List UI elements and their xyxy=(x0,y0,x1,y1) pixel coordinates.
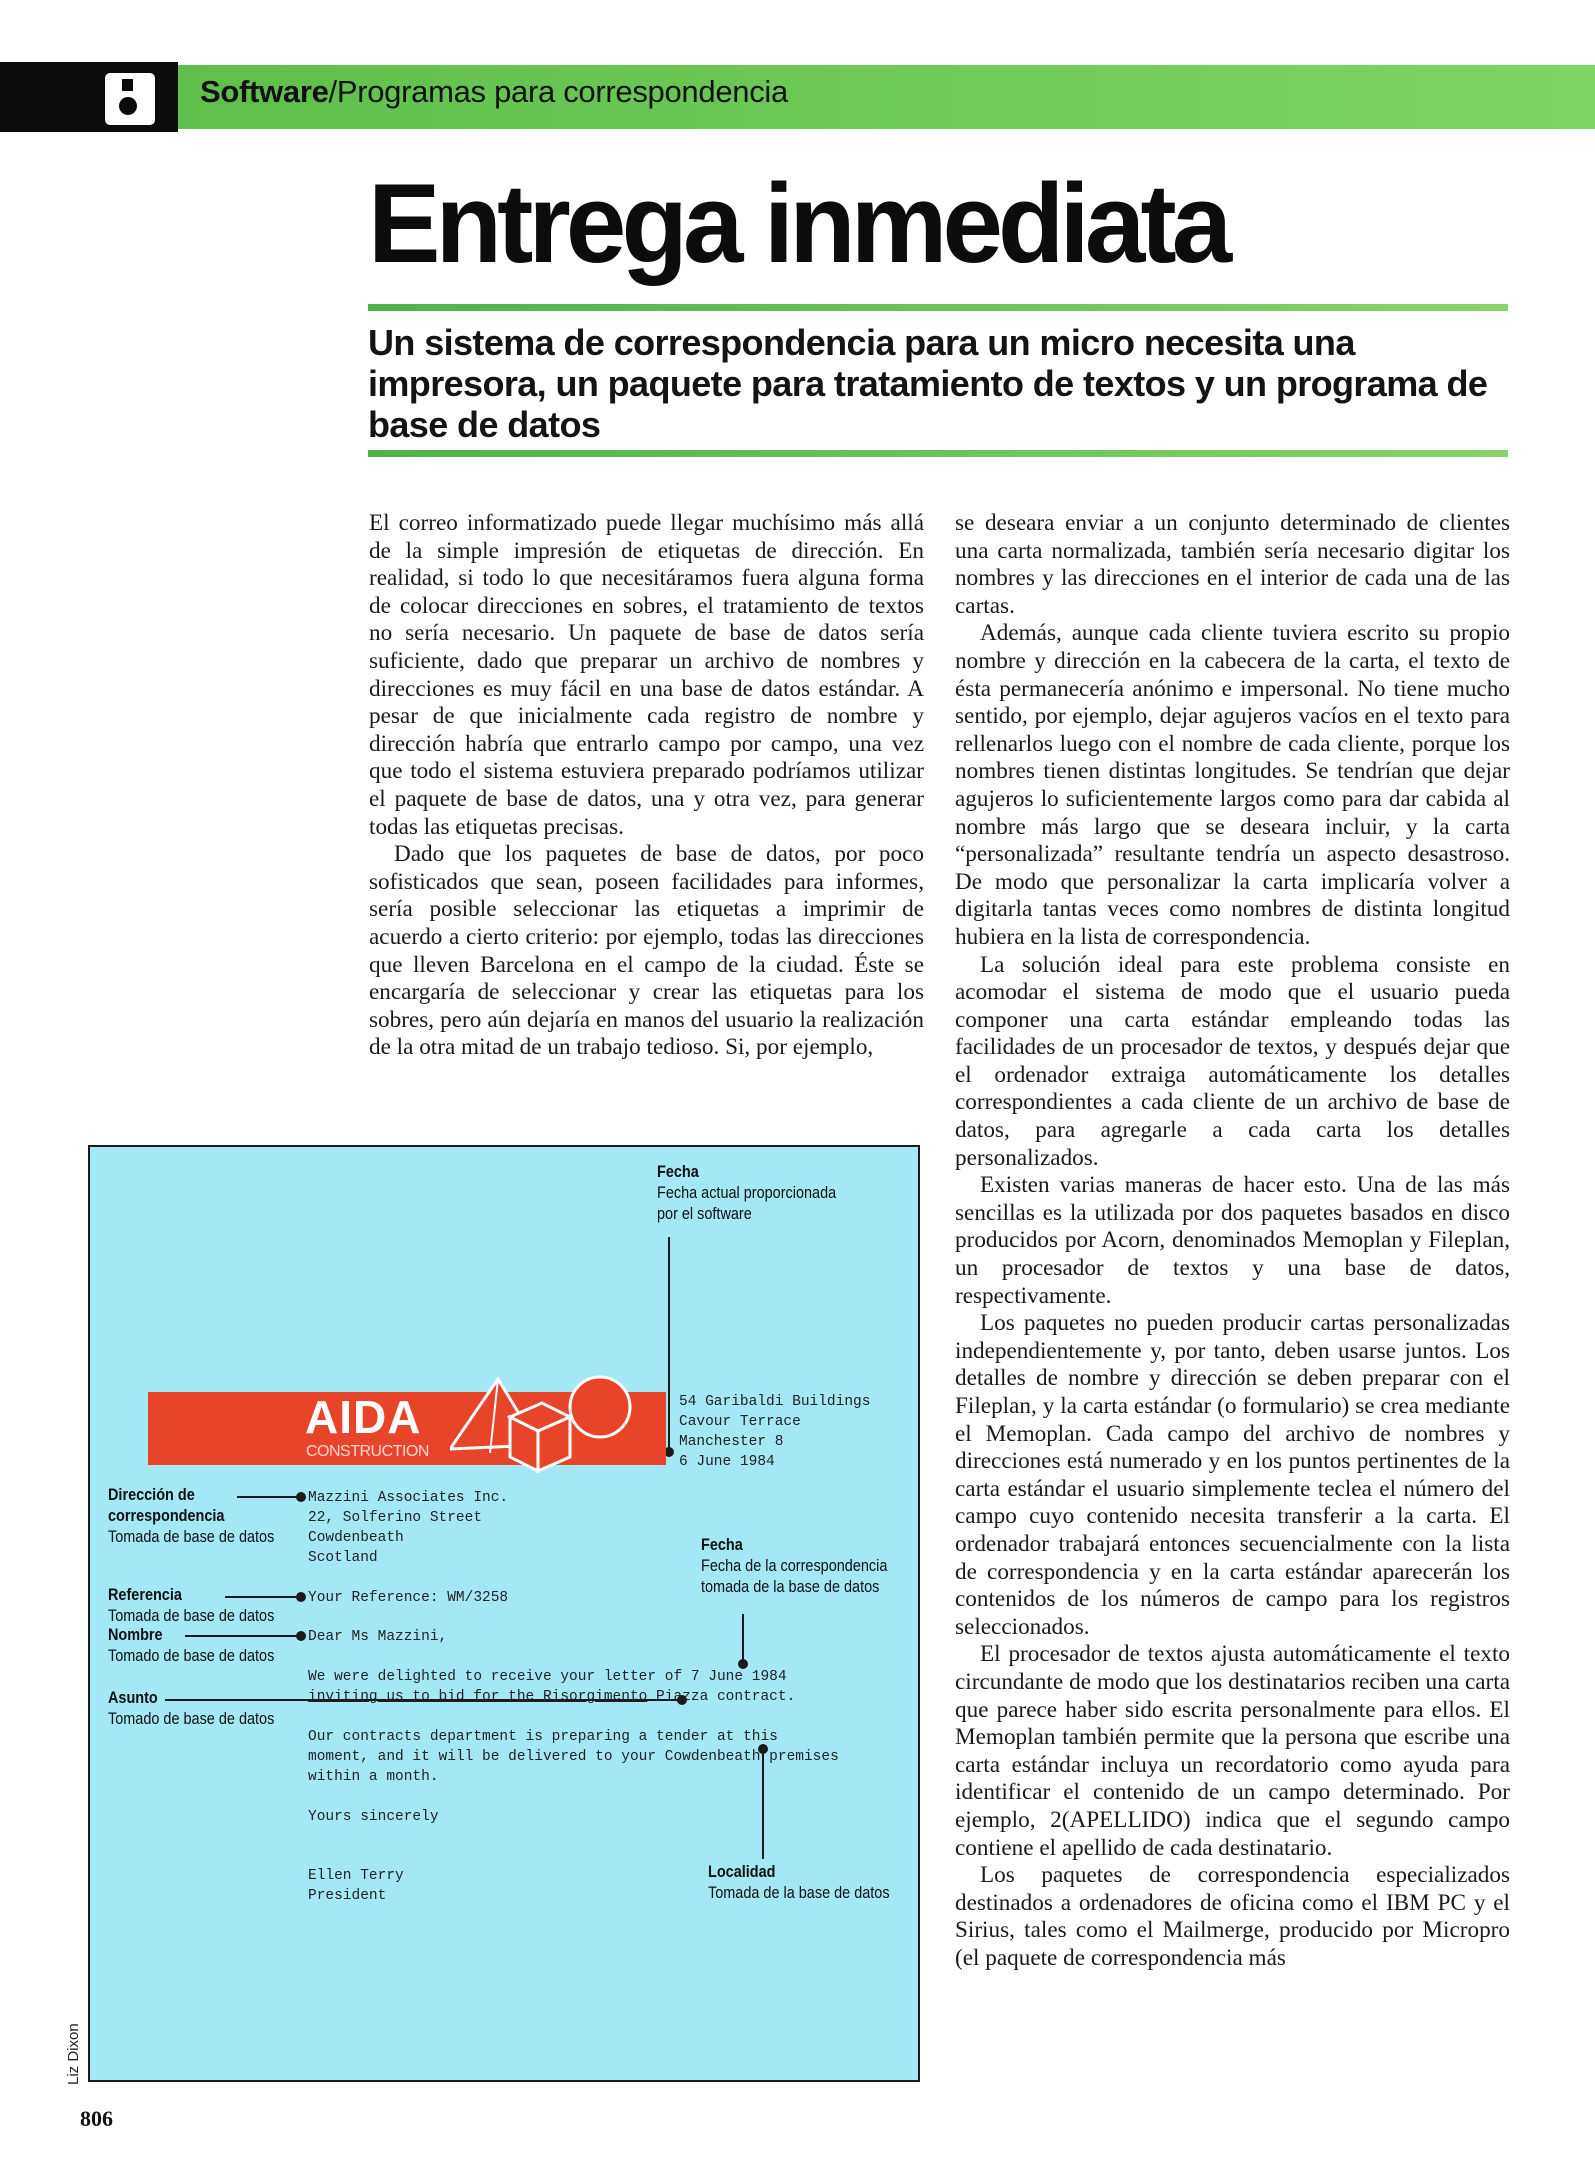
annotation-direccion-title: Dirección de xyxy=(108,1485,195,1504)
subject-underlined: inviting us to bid for the Risorgimento xyxy=(308,1689,648,1705)
salutation-line: Dear Ms Mazzini, xyxy=(308,1629,448,1645)
annotation-fecha-title: Fecha xyxy=(657,1162,699,1181)
annotation-fecha-right-title: Fecha xyxy=(701,1535,743,1554)
annotation-direccion-title: correspondencia xyxy=(108,1506,225,1525)
connector-dot xyxy=(296,1631,306,1641)
paragraph: Los paquetes no pueden producir cartas personalizadas independientemente y, por tanto, deben usarse juntos. Los detalles de nombre y dirección se deben preparar con el Fileplan, y la carta estándar (o formulario) se crea mediante el Memoplan. Cada campo del archivo de nombres y direcciones está numerado y en los puntos pertinentes de la carta estándar el usuario simplemente teclea el número del campo cuyo contenido necesita transferir a la carta. El ordenador trabajará entonces secuencialmente con la lista de correspondencia y en la carta estándar aparecerán los contenidos de los números de campo para los registros seleccionados. xyxy=(955,1310,1510,1640)
sender-address-line: 54 Garibaldi Buildings xyxy=(679,1394,871,1410)
page-number: 806 xyxy=(80,2106,113,2131)
page-title: Entrega inmediata xyxy=(368,161,1228,286)
paragraph: La solución ideal para este problema consiste en acomodar el sistema de modo que el usuario pueda componer una carta estándar empleando todas las facilidades de un procesador de textos, y después dejar que el ordenador extraiga automáticamente los detalles correspondientes a cada cliente de un archivo de base de datos, para agregarle a cada carta los detalles personalizados. xyxy=(955,951,1510,1171)
article-column-2 xyxy=(955,510,1510,1972)
recipient-address-line: Cowdenbeath xyxy=(308,1530,404,1546)
form-letter-figure xyxy=(88,1145,920,2082)
annotation-localidad-sub: Tomada de la base de datos xyxy=(708,1883,890,1902)
annotation-referencia-title: Referencia xyxy=(108,1585,182,1604)
sender-address-line: Manchester 8 xyxy=(679,1434,784,1450)
body-line xyxy=(308,1687,795,1707)
annotation-fecha-right-line: tomada de la base de datos xyxy=(701,1577,880,1596)
connector-nombre xyxy=(185,1635,299,1637)
paragraph: Existen varias maneras de hacer esto. Una de las más sencillas es la utilizada por dos paquetes basados en disco producidos por Acorn, denominados Memoplan y Fileplan, un procesador de textos y una base de datos, respectivamente. xyxy=(955,1172,1510,1309)
annotation-direccion-sub: Tomada de base de datos xyxy=(108,1527,275,1546)
paragraph: se deseara enviar a un conjunto determinado de clientes una carta normalizada, también sería necesario digitar los nombres y las direcciones en el interior de cada una de las cartas. xyxy=(955,510,1510,619)
connector-dot xyxy=(296,1592,306,1602)
recipient-address-line: Mazzini Associates Inc. xyxy=(308,1490,509,1506)
logo-name: AIDA xyxy=(305,1391,422,1443)
annotation-fecha-line: por el software xyxy=(657,1204,752,1223)
connector-dot xyxy=(296,1492,306,1502)
logo-subtitle: CONSTRUCTION xyxy=(306,1443,429,1460)
paragraph: El procesador de textos ajusta automáticamente el texto circundante de modo que los destinatarios reciben una carta que parece haber sido escrita personalmente para ellos. El Memoplan también permite que la persona que escribe una carta estándar incluya un recordatorio como ayuda para identificar el contenido de un campo determinado. Por ejemplo, 2(APELLIDO) indica que el segundo campo contiene el apellido de cada destinatario. xyxy=(955,1641,1510,1861)
body-line: We were delighted to receive your letter of 7 June 1984 xyxy=(308,1669,787,1685)
section-header-bold: Software xyxy=(200,74,329,109)
annotation-fecha-right-line: Fecha de la correspondencia xyxy=(701,1556,888,1575)
floppy-disk-icon xyxy=(105,73,155,125)
annotation-asunto-sub: Tomado de base de datos xyxy=(108,1709,275,1728)
sender-address-line: Cavour Terrace xyxy=(679,1414,801,1430)
annotation-asunto-title: Asunto xyxy=(108,1688,158,1707)
subject-rest: Piazza contract. xyxy=(647,1689,796,1705)
signature-title: President xyxy=(308,1888,387,1904)
connector-direccion xyxy=(237,1496,299,1498)
recipient-address-line: 22, Solferino Street xyxy=(308,1510,483,1526)
body-line: moment, and it will be delivered to your Cowdenbeath premises xyxy=(308,1749,839,1765)
paragraph: El correo informatizado puede llegar muchísimo más allá de la simple impresión de etiquetas de dirección. En realidad, si todo lo que necesitáramos fuera alguna forma de colocar direcciones en sobres, el tratamiento de textos no sería necesario. Un paquete de base de datos sería suficiente, dado que preparar un archivo de nombres y direcciones es muy fácil en una base de datos estándar. A pesar de que inicialmente cada registro de nombre y dirección habría que entrarlo campo por campo, una vez que todo el sistema estuviera preparado podríamos utilizar el paquete de base de datos, una y otra vez, para generar todas las etiquetas precisas. xyxy=(369,510,924,840)
paragraph: Además, aunque cada cliente tuviera escrito su propio nombre y dirección en la cabecera de la carta, el texto de ésta permanecería anónimo e impersonal. No tiene mucho sentido, por ejemplo, dejar agujeros vacíos en el texto para rellenarlos luego con el nombre de cada cliente, porque los nombres tienen distintas longitudes. Se tendrían que dejar agujeros lo suficientemente largos como para dar cabida al nombre más largo que se deseara incluir, y la carta “personalizada” resultante tendría un aspecto desastroso. De modo que personalizar la carta implicaría volver a digitarla tantas veces como nombres de distinta longitud hubiera en la lista de correspondencia. xyxy=(955,620,1510,950)
annotation-fecha-line: Fecha actual proporcionada xyxy=(657,1183,837,1202)
annotation-referencia-sub: Tomada de base de datos xyxy=(108,1606,275,1625)
section-header-rest: /Programas para correspondencia xyxy=(328,74,788,109)
recipient-address-line: Scotland xyxy=(308,1550,378,1566)
image-credit: Liz Dixon xyxy=(65,2023,82,2085)
letter-date: 6 June 1984 xyxy=(679,1454,775,1470)
paragraph: Dado que los paquetes de base de datos, por poco sofisticados que sean, poseen facilidades para informes, sería posible seleccionar las etiquetas a imprimir de acuerdo a cierto criterio: por ejemplo, todas las direcciones que lleven Barcelona en el campo de la ciudad. Éste se encargaría de seleccionar y crear las etiquetas para los sobres, pero aún dejaría en manos del usuario la realización de la otra mitad de un trabajo tedioso. Si, por ejemplo, xyxy=(369,841,924,1061)
connector-referencia xyxy=(225,1596,299,1598)
subtitle: Un sistema de correspondencia para un micro necesita una impresora, un paquete para tratamiento de textos y un programa de base de datos xyxy=(368,322,1488,445)
body-line: within a month. xyxy=(308,1769,439,1785)
annotation-nombre-title: Nombre xyxy=(108,1625,163,1644)
body-line: Our contracts department is preparing a tender at this xyxy=(308,1729,778,1745)
article-column-1 xyxy=(369,510,924,1062)
closing-line: Yours sincerely xyxy=(308,1809,439,1825)
geometric-shapes-logo xyxy=(450,1357,670,1482)
title-rule-top xyxy=(368,304,1508,311)
annotation-nombre-sub: Tomado de base de datos xyxy=(108,1646,275,1665)
paragraph: Los paquetes de correspondencia especializados destinados a ordenadores de oficina como el IBM PC y el Sirius, tales como el Mailmerge, producido por Micropro (el paquete de correspondencia más xyxy=(955,1862,1510,1971)
reference-line: Your Reference: WM/3258 xyxy=(308,1590,509,1606)
title-rule-bottom xyxy=(368,450,1508,457)
signature-name: Ellen Terry xyxy=(308,1868,404,1884)
section-header xyxy=(200,74,788,110)
annotation-localidad-title: Localidad xyxy=(708,1862,776,1881)
